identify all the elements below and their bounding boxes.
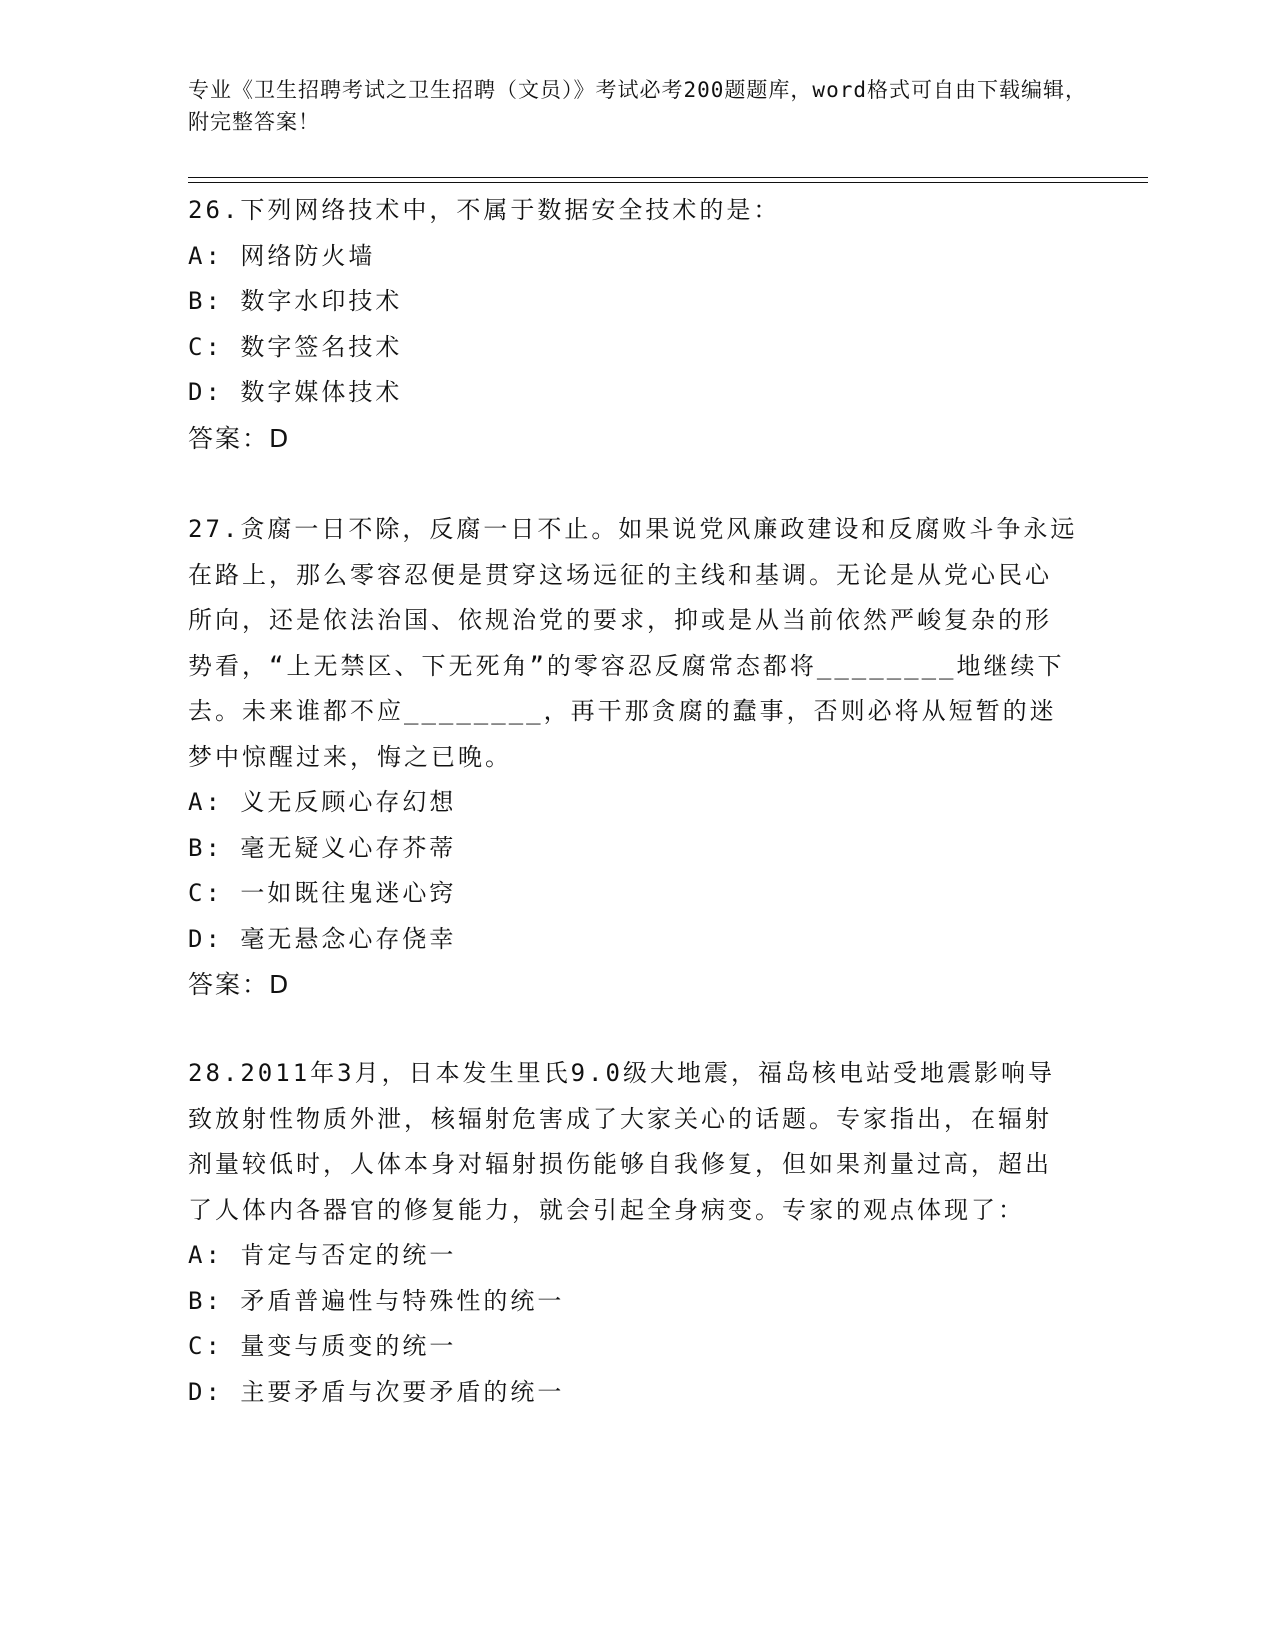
question-27: [188, 507, 1078, 1008]
question-answer: 答案：D: [188, 423, 291, 453]
option-a: A: 网络防火墙: [188, 241, 376, 270]
question-26: [188, 188, 1078, 461]
header-divider-top: [188, 177, 1148, 178]
document-intro: 专业《卫生招聘考试之卫生招聘（文员）》考试必考200题题库，word格式可自由下载编辑，附完整答案！: [188, 78, 1087, 134]
question-stem: 26.下列网络技术中，不属于数据安全技术的是：: [188, 196, 781, 224]
header-divider-bottom: [188, 182, 1148, 183]
option-c: C: 一如既往鬼迷心窍: [188, 879, 457, 907]
question-stem: 27.贪腐一日不除，反腐一日不止。如果说党风廉政建设和反腐败斗争永远在路上，那么零容忍便是贯穿这场远征的主线和基调。无论是从党心民心所向，还是依法治国、依规治党的要求，抑或是从当前依然严峻复杂的形势看，“上无禁区、下无死角”的零容忍反腐常态都将________地继续下去。未来谁都不应________，再干那贪腐的蠢事，否则必将从短暂的迷梦中惊醒过来，悔之已晚。: [188, 515, 1078, 771]
option-c: C: 数字签名技术: [188, 332, 403, 361]
question-stem: 28.2011年3月，日本发生里氏9.0级大地震，福岛核电站受地震影响导致放射性物质外泄，核辐射危害成了大家关心的话题。专家指出，在辐射剂量较低时，人体本身对辐射损伤能够自我修复，但如果剂量过高，超出了人体内各器官的修复能力，就会引起全身病变。专家的观点体现了：: [188, 1059, 1055, 1224]
question-28: [188, 1051, 1078, 1415]
option-a: A: 义无反顾心存幻想: [188, 788, 457, 816]
option-b: B: 数字水印技术: [188, 287, 403, 315]
option-b: B: 毫无疑义心存芥蒂: [188, 833, 457, 862]
option-d: D: 主要矛盾与次要矛盾的统一: [188, 1377, 565, 1406]
question-answer: 答案：D: [188, 970, 291, 999]
option-c: C: 量变与质变的统一: [188, 1332, 457, 1360]
option-a: A: 肯定与否定的统一: [188, 1241, 457, 1269]
option-d: D: 毫无悬念心存侥幸: [188, 924, 457, 953]
option-b: B: 矛盾普遍性与特殊性的统一: [188, 1286, 565, 1315]
option-d: D: 数字媒体技术: [188, 378, 403, 406]
